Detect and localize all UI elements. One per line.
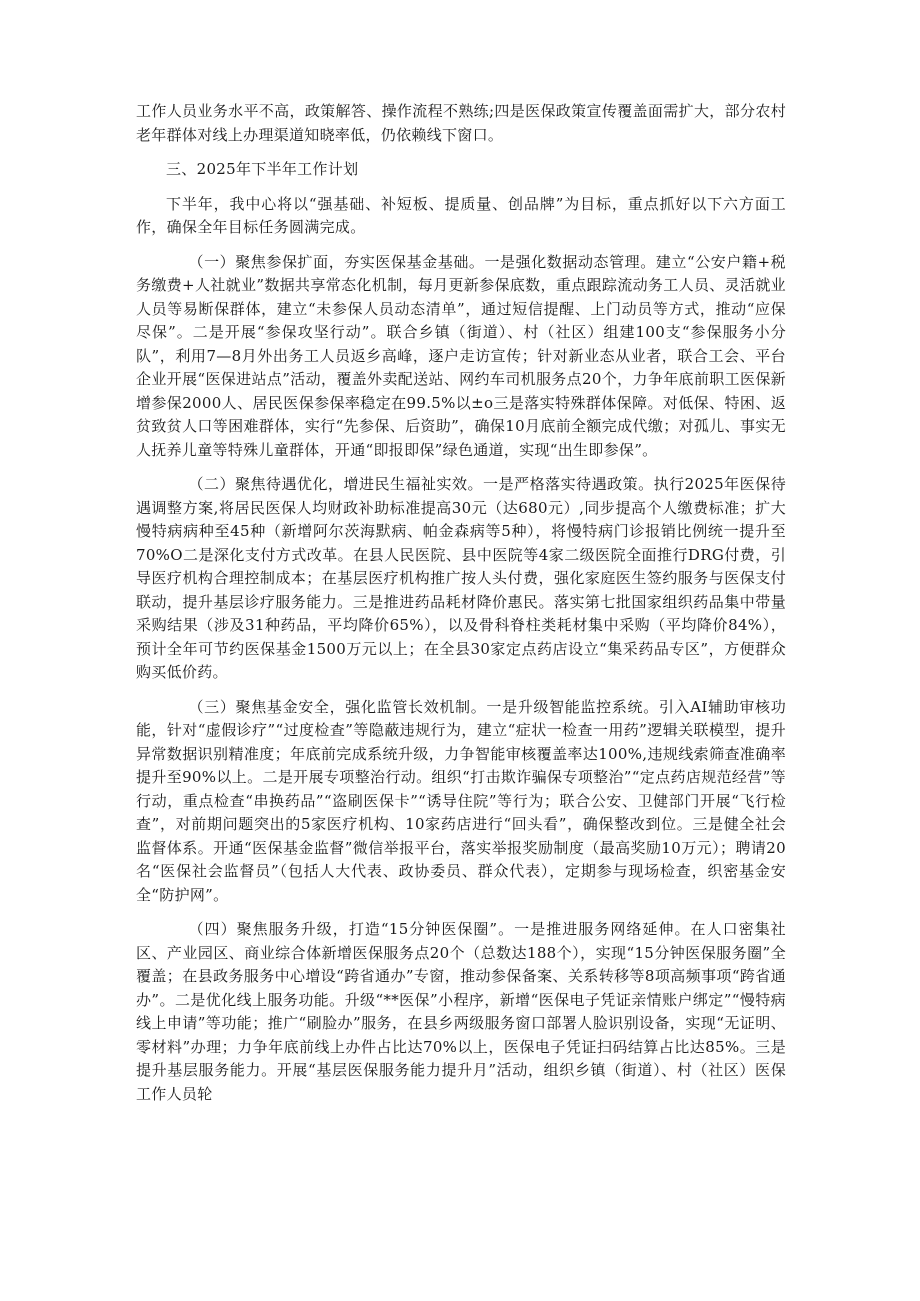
subsection-2: （二）聚焦待遇优化，增进民生福祉实效。一是严格落实待遇政策。执行2025年医保待遇调整方案,将居民医保人均财政补助标准提高30元（达680元）,同步提高个人缴费标准；扩大慢特病病种至45种（新增阿尔茨海默病、帕金森病等5种），将慢特病门诊报销比例统一提升至70%O二是深化支付方式改革。在县人民医院、县中医院等4家二级医院全面推行DRG付费，引导医疗机构合理控制成本；在基层医疗机构推广按人头付费，强化家庭医生签约服务与医保支付联动，提升基层诊疗服务能力。三是推进药品耗材降价惠民。落实第七批国家组织药品集中带量采购结果（涉及31种药品，平均降价65%），以及骨科脊柱类耗材集中采购（平均降价84%），预计全年可节约医保基金1500万元以上；在全县30家定点药店设立“集采药品专区”，方便群众购买低价药。	[136, 475, 786, 681]
subsection-3: （三）聚焦基金安全，强化监管长效机制。一是升级智能监控系统。引入AI辅助审核功能，针对“虚假诊疗”“过度检查”等隐蔽违规行为，建立“症状一检查一用药”逻辑关联模型，提升异常数据识别精准度；年底前完成系统升级，力争智能审核覆盖率达100%,违规线索筛查准确率提升至90%以上。二是开展专项整治行动。组织“打击欺诈骗保专项整治”“定点药店规范经营”等行动，重点检查“串换药品”“盗刷医保卡”“诱导住院”等行为；联合公安、卫健部门开展“飞行检查”，对前期问题突出的5家医疗机构、10家药店进行“回头看”，确保整改到位。三是健全社会监督体系。开通“医保基金监督”微信举报平台，落实举报奖励制度（最高奖励10万元）；聘请20名“医保社会监督员”（包括人大代表、政协委员、群众代表），定期参与现场检查，织密基金安全“防护网”。	[136, 697, 786, 904]
subsection-4: （四）聚焦服务升级，打造“15分钟医保圈”。一是推进服务网络延伸。在人口密集社区、产业园区、商业综合体新增医保服务点20个（总数达188个），实现“15分钟医保服务圈”全覆盖；在县政务服务中心增设“跨省通办”专窗，推动参保备案、关系转移等8项高频事项“跨省通办”。二是优化线上服务功能。升级“**医保”小程序，新增“医保电子凭证亲情账户绑定”“慢特病线上申请”等功能；推广“刷脸办”服务，在县乡两级服务窗口部署人脸识别设备，实现“无证明、零材料”办理；力争年底前线上办件占比达70%以上，医保电子凭证扫码结算占比达85%。三是提升基层服务能力。开展“基层医保服务能力提升月”活动，组织乡镇（街道）、村（社区）医保工作人员轮	[136, 920, 786, 1103]
section-heading: 三、2025年下半年工作计划	[166, 160, 359, 178]
intro-paragraph: 下半年，我中心将以“强基础、补短板、提质量、创品牌”为目标，重点抓好以下六方面工作，确保全年目标任务圆满完成。	[136, 194, 786, 236]
document-page	[136, 100, 786, 1117]
subsection-1: （一）聚焦参保扩面，夯实医保基金基础。一是强化数据动态管理。建立“公安户籍+税务缴费+人社就业”数据共享常态化机制，每月更新参保底数，重点跟踪流动务工人员、灵活就业人员等易断保群体，建立“未参保人员动态清单”，通过短信提醒、上门动员等方式，推动“应保尽保”。二是开展“参保攻坚行动”。联合乡镇（街道）、村（社区）组建100支“参保服务小分队”，利用7—8月外出务工人员返乡高峰，逐户走访宣传；针对新业态从业者，联合工会、平台企业开展“医保进站点”活动，覆盖外卖配送站、网约车司机服务点20个，力争年底前职工医保新增参保2000人、居民医保参保率稳定在99.5%以±o三是落实特殊群体保障。对低保、特困、返贫致贫人口等困难群体，实行“先参保、后资助”，确保10月底前全额完成代缴；对孤儿、事实无人抚养儿童等特殊儿童群体，开通“即报即保”绿色通道，实现“出生即参保”。	[136, 252, 786, 459]
continued-paragraph: 工作人员业务水平不高，政策解答、操作流程不熟练;四是医保政策宣传覆盖面需扩大，部分农村老年群体对线上办理渠道知晓率低，仍依赖线下窗口。	[136, 102, 786, 144]
